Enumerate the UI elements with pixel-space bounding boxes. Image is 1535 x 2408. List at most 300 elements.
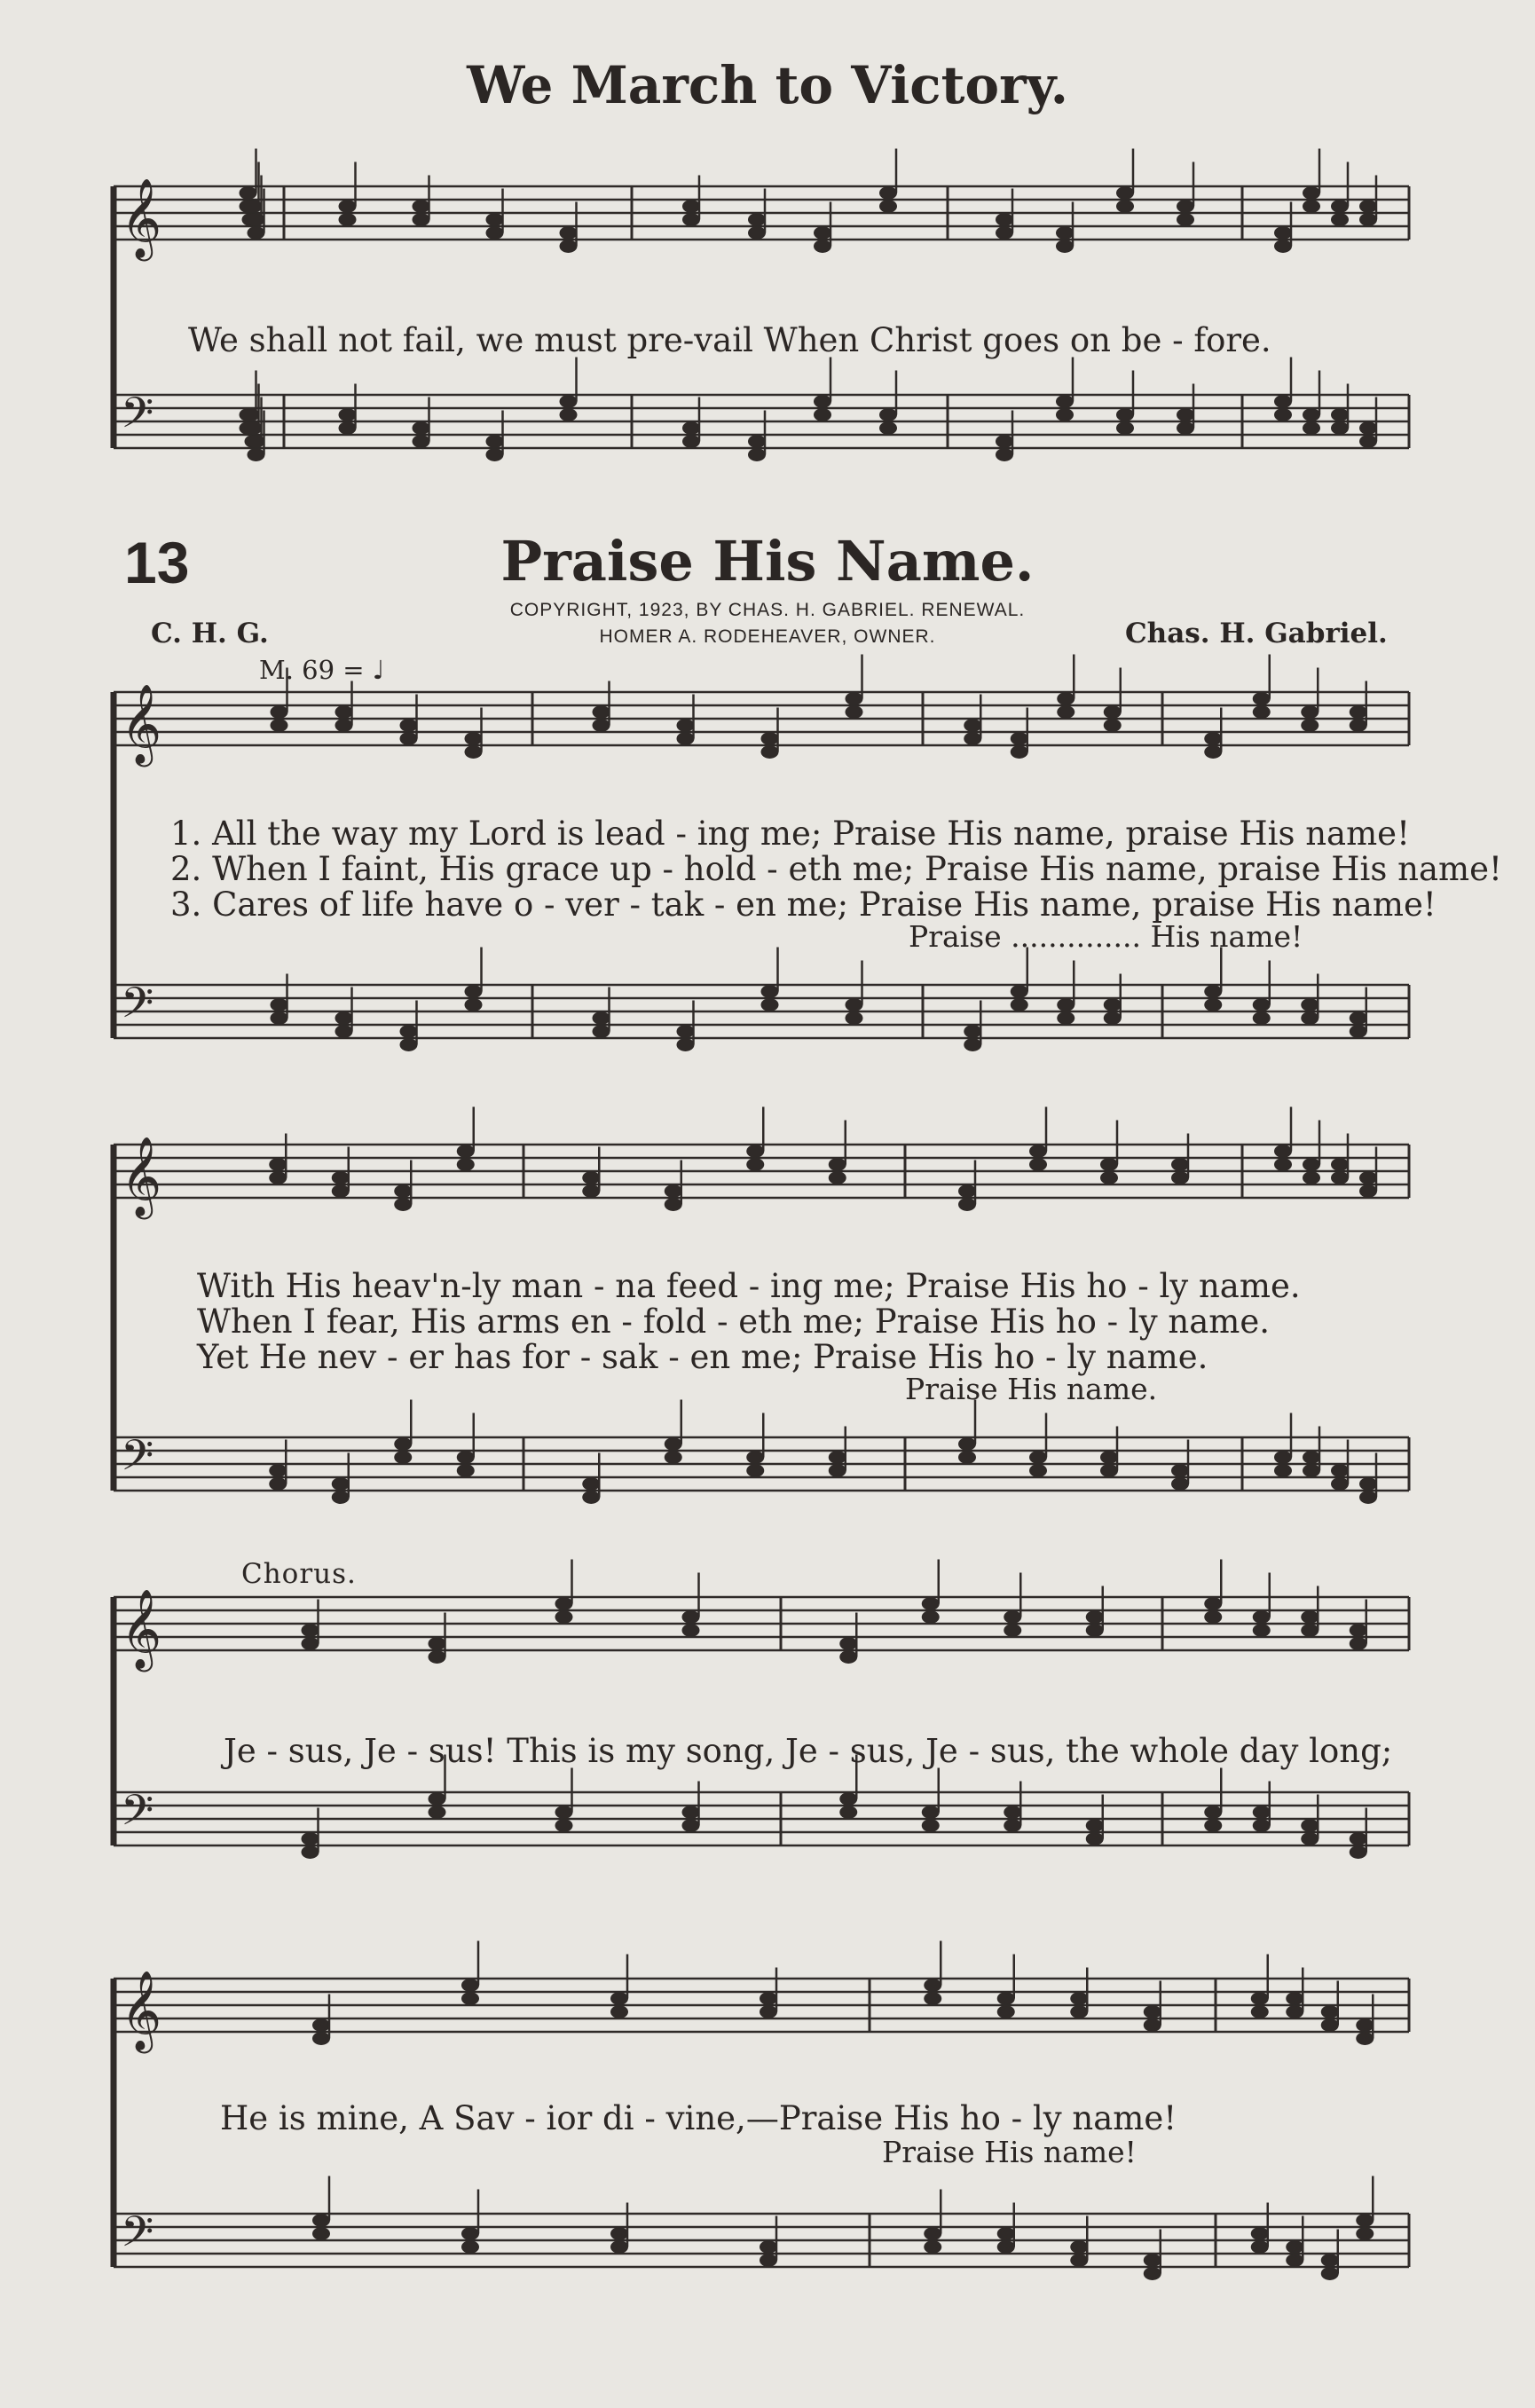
note-head	[1029, 1464, 1047, 1477]
note-head	[1301, 1832, 1319, 1845]
note-head	[1359, 200, 1377, 213]
note-head	[1070, 2254, 1088, 2267]
note-head	[814, 240, 831, 253]
note-head	[1104, 998, 1122, 1011]
note-head	[1177, 408, 1194, 421]
note-head	[461, 2227, 479, 2240]
note-head	[1116, 200, 1134, 213]
note-head	[400, 732, 418, 745]
note-head	[593, 705, 610, 719]
note-head	[1086, 1610, 1104, 1624]
note-head	[245, 200, 263, 213]
note-head	[1056, 408, 1074, 421]
note-head	[996, 448, 1013, 461]
note-head	[1204, 998, 1222, 1011]
note-head	[1356, 2227, 1374, 2240]
note-head	[1004, 1624, 1021, 1637]
note-head	[248, 213, 265, 226]
note-head	[332, 1491, 350, 1504]
verse-3-line-1: 3. Cares of life have o - ver - tak - en me; Praise His name, praise His name!	[170, 885, 1437, 924]
note-head	[413, 435, 430, 448]
note-head	[1359, 213, 1377, 226]
note-head	[1331, 1158, 1349, 1171]
note-head	[677, 732, 695, 745]
note-head	[924, 2227, 941, 2240]
note-head	[1177, 421, 1194, 435]
note-head	[1303, 186, 1320, 200]
note-head	[1303, 408, 1320, 421]
note-head	[682, 1610, 700, 1624]
note-head	[1116, 408, 1134, 421]
note-head	[1274, 1158, 1292, 1171]
note-head	[1104, 719, 1122, 732]
hymn2-title: Praise His Name.	[500, 529, 1035, 594]
bass-clef-icon: 𝄢	[121, 978, 154, 1038]
note-head	[271, 705, 288, 719]
note-head	[1356, 2032, 1374, 2045]
note-head	[560, 240, 578, 253]
note-head	[1086, 1819, 1104, 1832]
note-head	[1029, 1158, 1047, 1171]
note-head	[748, 226, 766, 240]
note-head	[339, 200, 357, 213]
note-head	[335, 1025, 353, 1038]
note-head	[429, 1806, 446, 1819]
note-head	[394, 1184, 412, 1198]
verse-1-line-1: 1. All the way my Lord is lead - ing me; Praise His name, praise His name!	[170, 814, 1410, 853]
note-head	[271, 1011, 288, 1025]
note-head	[1359, 421, 1377, 435]
note-head	[1204, 1819, 1222, 1832]
note-head	[997, 2240, 1015, 2254]
note-head	[1011, 985, 1028, 998]
note-head	[829, 1171, 846, 1184]
note-head	[1274, 240, 1292, 253]
note-head	[677, 1025, 695, 1038]
note-head	[302, 1624, 319, 1637]
note-head	[922, 1819, 940, 1832]
chorus-lyric-2: He is mine, A Sav - ior di - vine,—Praise His ho - ly name!	[220, 2099, 1177, 2137]
copyright-line-1: COPYRIGHT, 1923, BY CHAS. H. GABRIEL. RENEWAL.	[509, 600, 1026, 620]
note-head	[1331, 213, 1349, 226]
note-head	[839, 1806, 857, 1819]
note-head	[922, 1806, 940, 1819]
note-head	[335, 705, 353, 719]
note-head	[1204, 1597, 1222, 1610]
note-head	[1100, 1158, 1118, 1171]
note-head	[582, 1184, 600, 1198]
note-head	[593, 1025, 610, 1038]
note-head	[1350, 1832, 1367, 1845]
note-head	[879, 200, 897, 213]
note-head	[996, 213, 1013, 226]
note-head	[746, 1145, 764, 1158]
note-head	[682, 1806, 700, 1819]
note-head	[1356, 2018, 1374, 2032]
note-head	[400, 1025, 418, 1038]
note-head	[1301, 1819, 1319, 1832]
note-head	[332, 1184, 350, 1198]
note-head	[814, 226, 831, 240]
note-head	[465, 732, 483, 745]
chorus-lyric-1: Je - sus, Je - sus! This is my song, Je - sus, Je - sus, the whole day long;	[224, 1732, 1393, 1770]
note-head	[1274, 408, 1292, 421]
note-head	[746, 1451, 764, 1464]
note-head	[1253, 705, 1271, 719]
note-head	[964, 1025, 981, 1038]
note-head	[1070, 1992, 1088, 2005]
note-head	[682, 1819, 700, 1832]
note-head	[429, 1792, 446, 1806]
note-head	[1086, 1624, 1104, 1637]
note-head	[269, 1158, 287, 1171]
note-head	[610, 2240, 628, 2254]
note-head	[1301, 1610, 1319, 1624]
note-head	[1359, 435, 1377, 448]
note-head	[1350, 719, 1367, 732]
note-head	[958, 1184, 976, 1198]
note-head	[465, 998, 483, 1011]
note-head	[1274, 1464, 1292, 1477]
note-head	[1056, 226, 1074, 240]
note-head	[1331, 408, 1349, 421]
note-head	[1253, 1624, 1271, 1637]
note-head	[248, 435, 265, 448]
note-head	[461, 1979, 479, 1992]
note-head	[761, 732, 779, 745]
note-head	[1253, 998, 1271, 1011]
note-head	[1356, 2214, 1374, 2227]
note-head	[1204, 985, 1222, 998]
note-head	[1301, 1624, 1319, 1637]
note-head	[610, 2005, 628, 2018]
note-head	[839, 1650, 857, 1664]
note-head	[1331, 1171, 1349, 1184]
note-head	[761, 998, 779, 1011]
note-head	[1144, 2018, 1161, 2032]
note-head	[593, 1011, 610, 1025]
note-head	[1251, 2005, 1269, 2018]
note-head	[248, 448, 265, 461]
note-head	[400, 719, 418, 732]
note-head	[339, 408, 357, 421]
note-head	[271, 719, 288, 732]
note-head	[682, 421, 700, 435]
composer-credit: Chas. H. Gabriel.	[1125, 618, 1388, 649]
note-head	[302, 1637, 319, 1650]
note-head	[1321, 2005, 1339, 2018]
note-head	[829, 1464, 846, 1477]
note-head	[1274, 226, 1292, 240]
note-head	[1100, 1171, 1118, 1184]
note-head	[682, 213, 700, 226]
note-head	[1104, 1011, 1122, 1025]
note-head	[761, 985, 779, 998]
note-head	[1204, 745, 1222, 759]
note-head	[1004, 1610, 1021, 1624]
note-head	[846, 692, 863, 705]
note-head	[335, 719, 353, 732]
note-head	[413, 200, 430, 213]
note-head	[1204, 732, 1222, 745]
note-head	[302, 1832, 319, 1845]
note-head	[1057, 1011, 1074, 1025]
verse-2-line-1: 2. When I faint, His grace up - hold - eth me; Praise His name, praise His name!	[170, 850, 1502, 888]
note-head	[958, 1451, 976, 1464]
note-head	[829, 1451, 846, 1464]
note-head	[964, 1038, 981, 1051]
note-head	[879, 421, 897, 435]
note-head	[1011, 732, 1028, 745]
note-head	[682, 200, 700, 213]
note-head	[555, 1610, 573, 1624]
note-head	[997, 2227, 1015, 2240]
note-head	[1204, 1610, 1222, 1624]
note-head	[413, 213, 430, 226]
note-head	[245, 421, 263, 435]
note-head	[846, 1011, 863, 1025]
bass-echo-3: Praise His name!	[882, 2135, 1137, 2169]
note-head	[746, 1464, 764, 1477]
note-head	[958, 1437, 976, 1451]
note-head	[964, 732, 981, 745]
note-head	[1070, 2005, 1088, 2018]
note-head	[846, 705, 863, 719]
note-head	[1359, 1477, 1377, 1491]
note-head	[394, 1451, 412, 1464]
note-head	[312, 2018, 330, 2032]
note-head	[1116, 421, 1134, 435]
copyright-line-2: HOMER A. RODEHEAVER, OWNER.	[599, 626, 936, 647]
note-head	[839, 1637, 857, 1650]
treble-clef-icon: 𝄞	[121, 684, 162, 764]
hymn-number: 13	[124, 530, 190, 595]
note-head	[1286, 2254, 1303, 2267]
note-head	[748, 435, 766, 448]
note-head	[312, 2214, 330, 2227]
note-head	[1011, 998, 1028, 1011]
note-head	[1177, 200, 1194, 213]
note-head	[665, 1451, 682, 1464]
note-head	[269, 1464, 287, 1477]
note-head	[1070, 2240, 1088, 2254]
note-head	[1303, 1171, 1320, 1184]
bass-echo-2: Praise His name.	[905, 1372, 1158, 1406]
note-head	[665, 1198, 682, 1211]
tempo-marking: M. 69 = ♩	[259, 655, 385, 685]
note-head	[555, 1806, 573, 1819]
note-head	[335, 1011, 353, 1025]
note-head	[922, 1610, 940, 1624]
note-head	[461, 1992, 479, 2005]
note-head	[1350, 1624, 1367, 1637]
note-head	[332, 1477, 350, 1491]
chorus-label: Chorus.	[241, 1558, 357, 1590]
note-head	[1057, 998, 1074, 1011]
note-head	[1331, 421, 1349, 435]
note-head	[429, 1650, 446, 1664]
hymn1-lyric: We shall not fail, we must pre-vail When Christ goes on be - fore.	[188, 321, 1271, 359]
note-head	[582, 1477, 600, 1491]
note-head	[760, 2005, 777, 2018]
note-head	[1253, 1819, 1271, 1832]
note-head	[457, 1451, 475, 1464]
note-head	[593, 719, 610, 732]
note-head	[1303, 200, 1320, 213]
note-head	[814, 395, 831, 408]
note-head	[1286, 1992, 1303, 2005]
note-head	[1171, 1464, 1189, 1477]
note-head	[760, 1992, 777, 2005]
note-head	[1359, 1184, 1377, 1198]
note-head	[339, 421, 357, 435]
note-head	[1286, 2240, 1303, 2254]
treble-clef-icon: 𝄞	[121, 1971, 162, 2050]
note-head	[1144, 2267, 1161, 2280]
note-head	[1251, 2240, 1269, 2254]
note-head	[1301, 705, 1319, 719]
note-head	[1116, 186, 1134, 200]
note-head	[1100, 1451, 1118, 1464]
note-head	[1303, 1451, 1320, 1464]
note-head	[677, 1038, 695, 1051]
note-head	[1286, 2005, 1303, 2018]
note-head	[1359, 1491, 1377, 1504]
note-head	[1004, 1806, 1021, 1819]
note-head	[1171, 1171, 1189, 1184]
treble-clef-icon: 𝄞	[121, 1137, 162, 1216]
note-head	[682, 435, 700, 448]
note-head	[1253, 1011, 1271, 1025]
lyricist-credit: C. H. G.	[151, 618, 269, 649]
note-head	[1204, 1806, 1222, 1819]
note-head	[394, 1437, 412, 1451]
note-head	[1331, 1477, 1349, 1491]
note-head	[1253, 692, 1271, 705]
note-head	[461, 2240, 479, 2254]
note-head	[1253, 1806, 1271, 1819]
note-head	[312, 2227, 330, 2240]
note-head	[1303, 1464, 1320, 1477]
note-head	[465, 985, 483, 998]
note-head	[761, 745, 779, 759]
note-head	[1274, 1145, 1292, 1158]
note-head	[457, 1145, 475, 1158]
note-head	[1171, 1158, 1189, 1171]
note-head	[1350, 1025, 1367, 1038]
note-head	[332, 1171, 350, 1184]
note-head	[1303, 421, 1320, 435]
note-head	[486, 435, 504, 448]
note-head	[1056, 240, 1074, 253]
treble-clef-icon: 𝄞	[121, 1589, 162, 1669]
note-head	[555, 1819, 573, 1832]
note-head	[302, 1845, 319, 1859]
note-head	[486, 448, 504, 461]
note-head	[760, 2240, 777, 2254]
note-head	[240, 186, 257, 200]
note-head	[1350, 1011, 1367, 1025]
note-head	[1177, 213, 1194, 226]
note-head	[1104, 705, 1122, 719]
note-head	[829, 1158, 846, 1171]
bass-echo-1: Praise .............. His name!	[909, 919, 1303, 954]
note-head	[1253, 1610, 1271, 1624]
note-head	[1331, 200, 1349, 213]
note-head	[242, 408, 260, 421]
note-head	[1321, 2018, 1339, 2032]
note-head	[248, 226, 265, 240]
note-head	[997, 1992, 1015, 2005]
note-head	[457, 1464, 475, 1477]
note-head	[582, 1171, 600, 1184]
note-head	[1359, 1171, 1377, 1184]
note-head	[746, 1158, 764, 1171]
note-head	[996, 435, 1013, 448]
bass-clef-icon: 𝄢	[121, 1430, 154, 1491]
bass-clef-icon: 𝄢	[121, 2207, 154, 2267]
note-head	[413, 421, 430, 435]
note-head	[1251, 2227, 1269, 2240]
note-head	[1301, 1011, 1319, 1025]
note-head	[879, 186, 897, 200]
note-head	[1029, 1145, 1047, 1158]
note-head	[1331, 1464, 1349, 1477]
note-head	[312, 2032, 330, 2045]
treble-clef-icon: 𝄞	[121, 178, 162, 258]
note-head	[1350, 1637, 1367, 1650]
note-head	[924, 1979, 941, 1992]
note-head	[555, 1597, 573, 1610]
note-head	[1321, 2267, 1339, 2280]
note-head	[1321, 2254, 1339, 2267]
note-head	[1100, 1464, 1118, 1477]
note-head	[271, 998, 288, 1011]
note-head	[748, 213, 766, 226]
note-head	[1274, 1451, 1292, 1464]
note-head	[677, 719, 695, 732]
note-head	[1057, 705, 1074, 719]
note-head	[560, 408, 578, 421]
note-head	[486, 213, 504, 226]
note-head	[1004, 1819, 1021, 1832]
note-head	[1057, 692, 1074, 705]
note-head	[394, 1198, 412, 1211]
hymn1-title: We March to Victory.	[467, 55, 1068, 115]
bass-clef-icon: 𝄢	[121, 388, 154, 448]
note-head	[269, 1477, 287, 1491]
note-head	[814, 408, 831, 421]
note-head	[560, 395, 578, 408]
note-head	[1086, 1832, 1104, 1845]
note-head	[924, 1992, 941, 2005]
note-head	[429, 1637, 446, 1650]
note-head	[1350, 705, 1367, 719]
note-head	[1056, 395, 1074, 408]
note-head	[964, 719, 981, 732]
note-head	[682, 1624, 700, 1637]
note-head	[996, 226, 1013, 240]
note-head	[997, 2005, 1015, 2018]
note-head	[339, 213, 357, 226]
note-head	[610, 1992, 628, 2005]
note-head	[665, 1437, 682, 1451]
verse-2-line-2: When I fear, His arms en - fold - eth me; Praise His ho - ly name.	[197, 1302, 1271, 1341]
verse-3-line-2: Yet He nev - er has for - sak - en me; Praise His ho - ly name.	[197, 1338, 1208, 1376]
note-head	[1171, 1477, 1189, 1491]
note-head	[1011, 745, 1028, 759]
note-head	[846, 998, 863, 1011]
